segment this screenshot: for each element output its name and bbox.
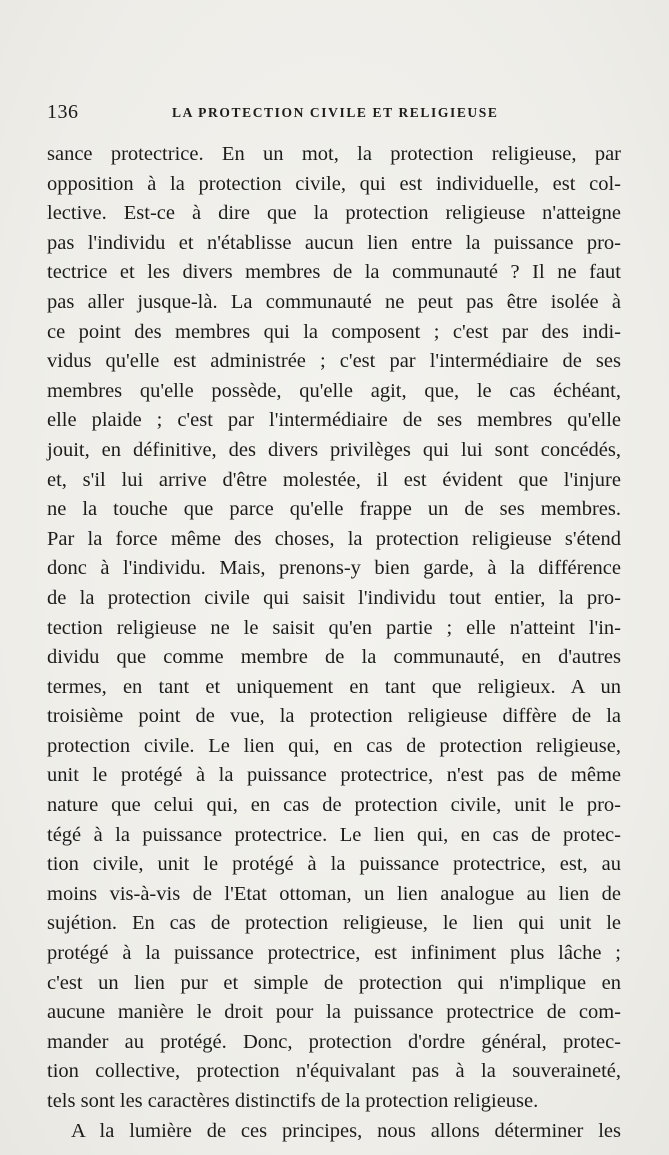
text-line: et, s'il lui arrive d'être molestée, il est évident que l'injure <box>47 468 621 491</box>
text-line-paragraph-start: A la lumière de ces principes, nous allons déterminer les <box>71 1119 621 1142</box>
text-line: dividu que comme membre de la communauté, en d'autres <box>47 646 621 669</box>
text-line: ne la touche que parce qu'elle frappe un de ses membres. <box>47 498 621 521</box>
text-line: nature que celui qui, en cas de protection civile, unit le pro- <box>47 794 621 817</box>
page-number: 136 <box>47 101 79 123</box>
text-line: mander au protégé. Donc, protection d'ordre général, protec- <box>47 1030 621 1053</box>
text-line: donc à l'individu. Mais, prenons-y bien garde, à la différence <box>47 557 621 580</box>
running-title: LA PROTECTION CIVILE ET RELIGIEUSE <box>172 105 499 120</box>
text-line: aucune manière le droit pour la puissance protectrice de com- <box>47 1001 621 1024</box>
text-line: tégé à la puissance protectrice. Le lien qui, en cas de protec- <box>47 823 621 846</box>
text-line: lective. Est-ce à dire que la protection religieuse n'atteigne <box>47 202 621 225</box>
text-line: termes, en tant et uniquement en tant que religieux. A un <box>47 675 621 698</box>
text-line: opposition à la protection civile, qui est individuelle, est col- <box>47 172 621 195</box>
body-text <box>47 140 621 1146</box>
text-line: de la protection civile qui saisit l'individu tout entier, la pro- <box>47 586 621 609</box>
text-line: elle plaide ; c'est par l'intermédiaire de ses membres qu'elle <box>47 409 621 432</box>
text-line: protégé à la puissance protectrice, est infiniment plus lâche ; <box>47 942 621 965</box>
text-line: pas l'individu et n'établisse aucun lien entre la puissance pro- <box>47 231 621 254</box>
text-line: tion civile, unit le protégé à la puissance protectrice, est, au <box>47 853 621 876</box>
running-head <box>47 103 623 125</box>
text-line: tectrice et les divers membres de la communauté ? Il ne faut <box>47 261 621 284</box>
text-line: jouit, en définitive, des divers privilèges qui lui sont concédés, <box>47 438 621 461</box>
text-line: ce point des membres qui la composent ; c'est par des indi- <box>47 320 621 343</box>
text-line: unit le protégé à la puissance protectrice, n'est pas de même <box>47 764 621 787</box>
text-line: sance protectrice. En un mot, la protection religieuse, par <box>47 143 621 165</box>
text-line: vidus qu'elle est administrée ; c'est par l'intermédiaire de ses <box>47 350 621 373</box>
text-line: tion collective, protection n'équivalant pas à la souveraineté, <box>47 1060 621 1083</box>
text-line: sujétion. En cas de protection religieuse, le lien qui unit le <box>47 912 621 935</box>
text-line: protection civile. Le lien qui, en cas de protection religieuse, <box>47 734 621 757</box>
text-line: troisième point de vue, la protection religieuse diffère de la <box>47 705 621 728</box>
text-line: c'est un lien pur et simple de protection qui n'implique en <box>47 971 621 994</box>
text-line: moins vis-à-vis de l'Etat ottoman, un lien analogue au lien de <box>47 882 621 905</box>
text-line: Par la force même des choses, la protection religieuse s'étend <box>47 527 621 550</box>
text-line: membres qu'elle possède, qu'elle agit, que, le cas échéant, <box>47 379 621 402</box>
text-line: tection religieuse ne le saisit qu'en partie ; elle n'atteint l'in- <box>47 616 621 639</box>
text-line-paragraph-end: tels sont les caractères distinctifs de la protection religieuse. <box>47 1090 539 1112</box>
text-line: pas aller jusque-là. La communauté ne peut pas être isolée à <box>47 290 621 313</box>
